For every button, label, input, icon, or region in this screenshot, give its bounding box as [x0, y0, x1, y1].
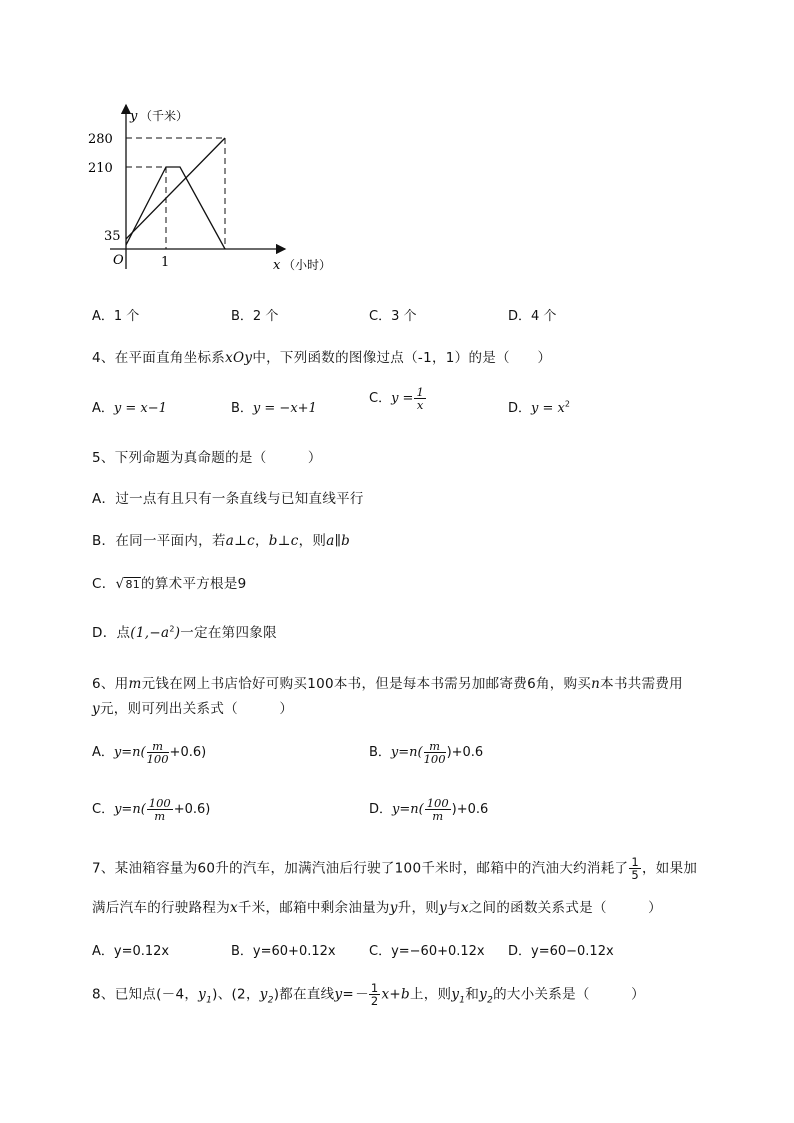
y-axis-unit: （千米） [140, 109, 189, 123]
q7-option-b[interactable]: B．y=60+0.12x [231, 944, 336, 959]
q4-option-b[interactable]: B．y = −x+1 [231, 401, 317, 416]
q5-option-a[interactable]: A．过一点有且只有一条直线与已知直线平行 [92, 491, 364, 507]
q3-option-b[interactable]: B．2 个 [231, 309, 279, 324]
distance-time-graph [80, 95, 370, 280]
q5-option-d[interactable]: D．点$(1,-a^2)$一定在第四象限 [92, 624, 277, 641]
q5-option-b[interactable]: B．在同一平面内，若a⊥c，b⊥c，则a∥b [92, 533, 351, 549]
q8-stem: 8、已知点(－4，$y_1$)、(2，$y_2$)都在直线y=－ $\frac{1}{2}$ x+b上，则$y_1$和$y_2$的大小关系是（ ） [92, 981, 645, 1009]
q3-option-d[interactable]: D．4 个 [508, 309, 557, 324]
q6-stem-line1: 6、用m元钱在网上书店恰好可购买100本书，但是每本书需另加邮寄费6角，购买n本书共需费用 [92, 676, 683, 692]
q4-option-a[interactable]: A．y = x−1 [92, 401, 167, 416]
q3-option-c[interactable]: C．3 个 [369, 309, 417, 324]
x-axis-unit: （小时） [283, 258, 332, 272]
q6-stem-line2: y元，则可列出关系式（ ） [92, 701, 294, 717]
q5-option-c[interactable]: C．√81的算术平方根是9 [92, 576, 247, 592]
y-axis-label: y [130, 109, 138, 124]
y-tick-35: 35 [104, 229, 121, 244]
graph-line-1 [126, 167, 225, 249]
y-tick-210: 210 [88, 161, 113, 176]
q5-stem: 5、下列命题为真命题的是（ ） [92, 450, 322, 466]
q6-option-b[interactable]: B．y=n( $\frac{m}{100}$ )+0.6 [369, 739, 484, 767]
origin-label: O [113, 253, 124, 268]
graph-line-2 [126, 138, 225, 239]
q7-option-a[interactable]: A．y=0.12x [92, 944, 170, 959]
q6-option-a[interactable]: A．y=n( $\frac{m}{100}$ +0.6) [92, 739, 207, 767]
q3-option-a[interactable]: A．1 个 [92, 309, 140, 324]
q4-option-c[interactable]: C．y = $\frac{1}{x}$ [369, 385, 424, 413]
q4-stem: 4、在平面直角坐标系xOy中，下列函数的图像过点（-1，1）的是（ ） [92, 350, 552, 366]
q7-stem-line2: 满后汽车的行驶路程为x千米，邮箱中剩余油量为y升，则y与x之间的函数关系式是（ ） [92, 900, 662, 916]
q7-stem-line1: 7、某油箱容量为60升的汽车，加满汽油后行驶了100千米时，邮箱中的汽油大约消耗了 $\frac{1}{5}$ ，如果加 [92, 855, 698, 883]
x-tick-1: 1 [161, 255, 170, 270]
q7-option-c[interactable]: C．y=−60+0.12x [369, 944, 485, 959]
q6-option-c[interactable]: C．y=n( $\frac{100}{m}$ +0.6) [92, 796, 211, 824]
y-tick-280: 280 [88, 132, 113, 147]
q7-option-d[interactable]: D．y=60−0.12x [508, 944, 614, 959]
q4-option-d[interactable]: D．$y = x^2$ [508, 399, 570, 416]
q6-option-d[interactable]: D．y=n( $\frac{100}{m}$ )+0.6 [369, 796, 489, 824]
x-axis-label: x [273, 258, 281, 273]
